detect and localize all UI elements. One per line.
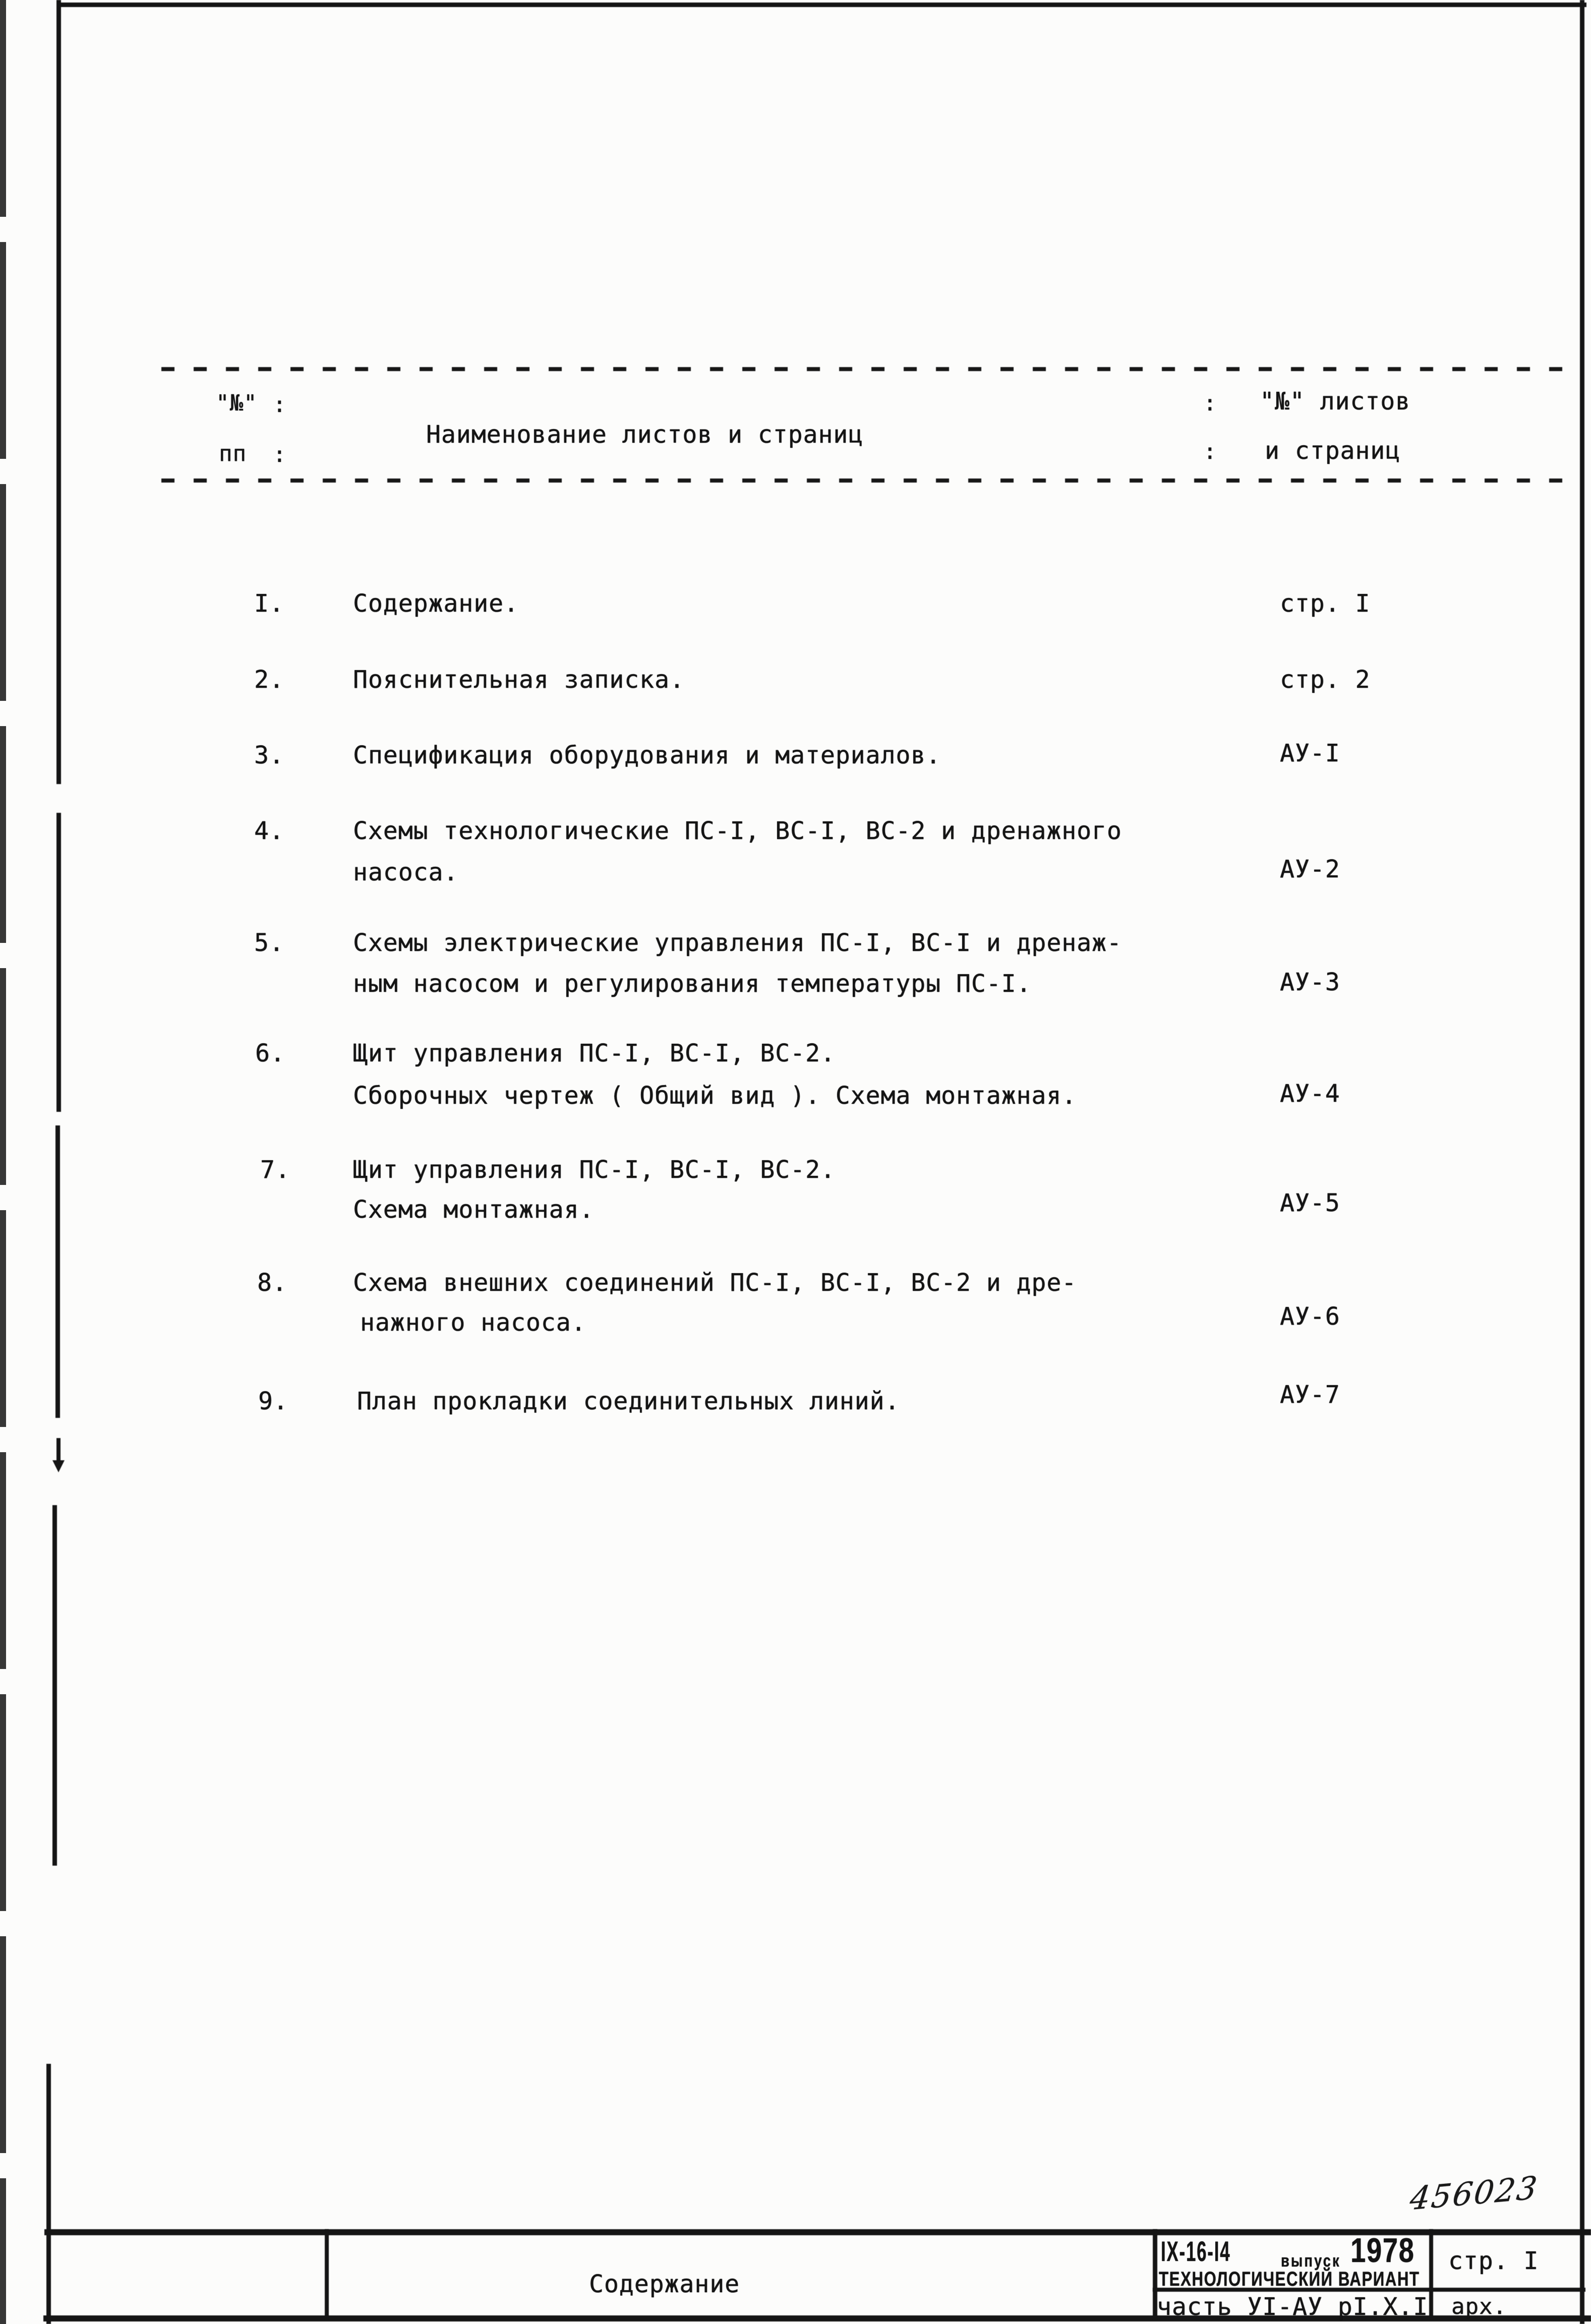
item-title-line: Схемы технологические ПС-I, ВС-I, ВС-2 и дренажного bbox=[353, 817, 1122, 845]
item-number: I. bbox=[254, 589, 284, 618]
header-separator: : bbox=[273, 442, 287, 467]
archive-label: арх. bbox=[1451, 2294, 1507, 2319]
doc-code: IX-16-I4 bbox=[1161, 2235, 1231, 2267]
frame-right-line bbox=[1580, 0, 1584, 2324]
item-title-line: Щит управления ПС-I, ВС-I, ВС-2. bbox=[353, 1039, 836, 1067]
item-page-ref: стр. I bbox=[1280, 589, 1371, 618]
item-page-ref: АУ-4 bbox=[1280, 1080, 1340, 1108]
scan-arrow-artifact bbox=[52, 1460, 65, 1472]
item-page-ref: стр. 2 bbox=[1280, 666, 1371, 694]
item-title-line: Сборочных чертеж ( Общий вид ). Схема монтажная. bbox=[353, 1082, 1077, 1110]
frame-left-line bbox=[56, 0, 61, 784]
dashed-rule-top bbox=[161, 367, 1573, 371]
item-page-ref: АУ-5 bbox=[1280, 1189, 1340, 1217]
header-col-number-line2: пп bbox=[219, 441, 247, 466]
item-page-ref: АУ-6 bbox=[1280, 1302, 1340, 1331]
item-title-line: Пояснительная записка. bbox=[353, 666, 685, 694]
frame-left-line bbox=[56, 1438, 61, 1461]
item-page-ref: АУ-I bbox=[1280, 739, 1340, 767]
issue-label: выпуск bbox=[1281, 2251, 1341, 2271]
frame-left-line bbox=[52, 1505, 57, 1866]
item-title-line: Схема внешних соединений ПС-I, ВС-I, ВС-2 и дре- bbox=[353, 1269, 1077, 1297]
header-separator: : bbox=[1203, 439, 1217, 464]
item-number: 7. bbox=[260, 1156, 290, 1184]
page-number: стр. I bbox=[1448, 2247, 1539, 2275]
frame-left-line bbox=[46, 2064, 51, 2324]
item-number: 8. bbox=[257, 1269, 287, 1297]
item-title-line: Схема монтажная. bbox=[353, 1196, 595, 1224]
item-number: 4. bbox=[254, 817, 284, 845]
header-col-number-line1: "№" bbox=[216, 390, 258, 416]
issue-year: 1978 bbox=[1350, 2231, 1415, 2270]
item-title-line: Содержание. bbox=[353, 589, 519, 618]
item-number: 2. bbox=[254, 666, 284, 694]
header-col-pages-line2: и страниц bbox=[1265, 437, 1401, 465]
variant-label: ТЕХНОЛОГИЧЕСКИЙ ВАРИАНТ bbox=[1159, 2268, 1420, 2290]
dashed-rule-bottom bbox=[161, 479, 1573, 483]
header-separator: : bbox=[273, 392, 287, 418]
frame-left-line bbox=[56, 813, 61, 1112]
item-number: 9. bbox=[258, 1387, 288, 1415]
part-label: часть УI-АУ рI.Х.I bbox=[1157, 2293, 1429, 2321]
item-title-line: ным насосом и регулирования температуры ПС-I. bbox=[353, 970, 1032, 998]
titleblock-divider bbox=[325, 2229, 329, 2319]
frame-top-line bbox=[60, 3, 1586, 7]
item-title-line: нажного насоса. bbox=[360, 1308, 586, 1337]
handwritten-number: 456023 bbox=[1408, 2169, 1541, 2218]
item-title-line: Схемы электрические управления ПС-I, ВС-I и дренаж- bbox=[353, 929, 1122, 957]
item-page-ref: АУ-7 bbox=[1280, 1381, 1340, 1409]
item-page-ref: АУ-3 bbox=[1280, 968, 1340, 996]
item-number: 3. bbox=[254, 741, 284, 769]
scan-edge-artifact bbox=[0, 0, 6, 2324]
frame-left-line bbox=[55, 1125, 60, 1418]
item-title-line: План прокладки соединительных линий. bbox=[357, 1387, 900, 1415]
header-col-pages-line1: "№" листов bbox=[1260, 387, 1410, 415]
titleblock-divider bbox=[1429, 2229, 1433, 2319]
item-number: 5. bbox=[254, 929, 284, 957]
item-title-line: Щит управления ПС-I, ВС-I, ВС-2. bbox=[353, 1156, 836, 1184]
sheet-title: Содержание bbox=[589, 2270, 740, 2298]
header-col-name: Наименование листов и страниц bbox=[426, 421, 864, 449]
item-title-line: Спецификация оборудования и материалов. bbox=[353, 741, 941, 769]
item-page-ref: АУ-2 bbox=[1280, 855, 1340, 883]
item-number: 6. bbox=[255, 1039, 285, 1067]
item-title-line: насоса. bbox=[353, 858, 459, 886]
header-separator: : bbox=[1203, 390, 1217, 416]
